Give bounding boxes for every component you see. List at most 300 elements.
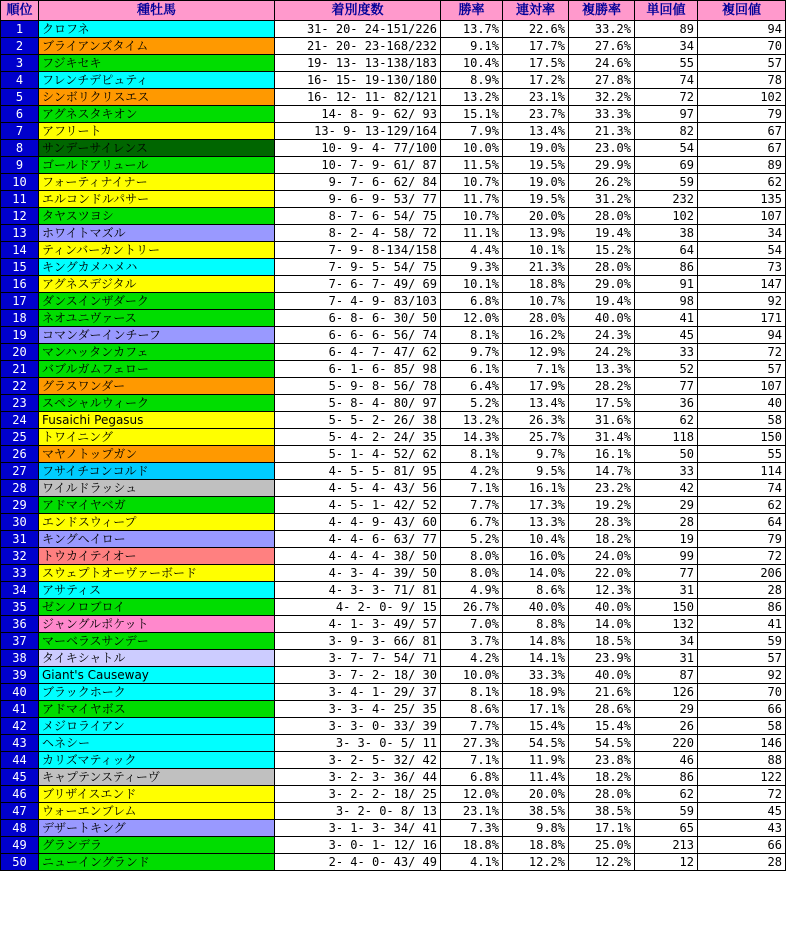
show-return-cell: 89 bbox=[698, 157, 786, 174]
win-return-cell: 45 bbox=[635, 327, 698, 344]
sire-name-cell: タヤスツヨシ bbox=[39, 208, 275, 225]
rank-cell: 43 bbox=[1, 735, 39, 752]
quinella-rate-cell: 16.0% bbox=[503, 548, 569, 565]
table-row bbox=[1, 361, 786, 378]
win-return-cell: 33 bbox=[635, 344, 698, 361]
win-rate-cell: 7.1% bbox=[441, 480, 503, 497]
win-return-cell: 69 bbox=[635, 157, 698, 174]
win-rate-cell: 6.1% bbox=[441, 361, 503, 378]
rank-cell: 30 bbox=[1, 514, 39, 531]
win-rate-cell: 6.4% bbox=[441, 378, 503, 395]
sire-name-cell: ブライアンズタイム bbox=[39, 38, 275, 55]
table-row bbox=[1, 174, 786, 191]
show-return-cell: 78 bbox=[698, 72, 786, 89]
table-row bbox=[1, 38, 786, 55]
win-rate-cell: 8.9% bbox=[441, 72, 503, 89]
record-cell: 5- 4- 2- 24/ 35 bbox=[275, 429, 441, 446]
quinella-rate-cell: 17.1% bbox=[503, 701, 569, 718]
show-rate-cell: 24.6% bbox=[569, 55, 635, 72]
quinella-rate-cell: 15.4% bbox=[503, 718, 569, 735]
sire-name-cell: タイキシャトル bbox=[39, 650, 275, 667]
sire-name-cell: トワイニング bbox=[39, 429, 275, 446]
record-cell: 3- 3- 0- 33/ 39 bbox=[275, 718, 441, 735]
record-cell: 4- 1- 3- 49/ 57 bbox=[275, 616, 441, 633]
quinella-rate-cell: 16.1% bbox=[503, 480, 569, 497]
show-rate-cell: 28.6% bbox=[569, 701, 635, 718]
win-rate-cell: 11.7% bbox=[441, 191, 503, 208]
win-return-cell: 89 bbox=[635, 21, 698, 38]
quinella-rate-cell: 28.0% bbox=[503, 310, 569, 327]
table-row bbox=[1, 242, 786, 259]
quinella-rate-cell: 13.3% bbox=[503, 514, 569, 531]
quinella-rate-cell: 11.4% bbox=[503, 769, 569, 786]
sire-name-cell: エンドスウィープ bbox=[39, 514, 275, 531]
sire-name-cell: メジロライアン bbox=[39, 718, 275, 735]
show-return-cell: 40 bbox=[698, 395, 786, 412]
table-row bbox=[1, 123, 786, 140]
show-rate-cell: 24.3% bbox=[569, 327, 635, 344]
win-return-cell: 29 bbox=[635, 701, 698, 718]
record-cell: 4- 4- 4- 38/ 50 bbox=[275, 548, 441, 565]
show-return-cell: 43 bbox=[698, 820, 786, 837]
sire-name-cell: ゴールドアリュール bbox=[39, 157, 275, 174]
win-rate-cell: 6.8% bbox=[441, 769, 503, 786]
show-return-cell: 74 bbox=[698, 480, 786, 497]
table-row bbox=[1, 276, 786, 293]
quinella-rate-cell: 18.8% bbox=[503, 276, 569, 293]
record-cell: 7- 6- 7- 49/ 69 bbox=[275, 276, 441, 293]
record-cell: 3- 3- 4- 25/ 35 bbox=[275, 701, 441, 718]
win-rate-cell: 7.3% bbox=[441, 820, 503, 837]
win-rate-cell: 5.2% bbox=[441, 531, 503, 548]
sire-name-cell: ニューイングランド bbox=[39, 854, 275, 871]
table-row bbox=[1, 225, 786, 242]
win-rate-cell: 8.0% bbox=[441, 565, 503, 582]
show-rate-cell: 22.0% bbox=[569, 565, 635, 582]
record-cell: 10- 7- 9- 61/ 87 bbox=[275, 157, 441, 174]
table-row bbox=[1, 701, 786, 718]
win-rate-cell: 11.1% bbox=[441, 225, 503, 242]
table-row bbox=[1, 616, 786, 633]
record-cell: 6- 8- 6- 30/ 50 bbox=[275, 310, 441, 327]
show-return-cell: 62 bbox=[698, 174, 786, 191]
record-cell: 3- 7- 7- 54/ 71 bbox=[275, 650, 441, 667]
show-return-cell: 73 bbox=[698, 259, 786, 276]
win-rate-cell: 4.1% bbox=[441, 854, 503, 871]
show-return-cell: 34 bbox=[698, 225, 786, 242]
table-row bbox=[1, 752, 786, 769]
sire-name-cell: クロフネ bbox=[39, 21, 275, 38]
show-rate-cell: 15.2% bbox=[569, 242, 635, 259]
show-return-cell: 102 bbox=[698, 89, 786, 106]
table-row bbox=[1, 378, 786, 395]
table-row bbox=[1, 769, 786, 786]
rank-cell: 37 bbox=[1, 633, 39, 650]
quinella-rate-cell: 14.8% bbox=[503, 633, 569, 650]
show-rate-cell: 23.2% bbox=[569, 480, 635, 497]
show-return-cell: 28 bbox=[698, 582, 786, 599]
win-return-cell: 38 bbox=[635, 225, 698, 242]
sire-name-cell: ウォーエンブレム bbox=[39, 803, 275, 820]
table-row bbox=[1, 21, 786, 38]
record-cell: 4- 5- 4- 43/ 56 bbox=[275, 480, 441, 497]
quinella-rate-cell: 17.3% bbox=[503, 497, 569, 514]
show-return-cell: 88 bbox=[698, 752, 786, 769]
rank-cell: 46 bbox=[1, 786, 39, 803]
table-row bbox=[1, 344, 786, 361]
record-cell: 8- 2- 4- 58/ 72 bbox=[275, 225, 441, 242]
rank-cell: 41 bbox=[1, 701, 39, 718]
sire-name-cell: フジキセキ bbox=[39, 55, 275, 72]
table-row bbox=[1, 89, 786, 106]
quinella-rate-cell: 23.7% bbox=[503, 106, 569, 123]
quinella-rate-cell: 8.6% bbox=[503, 582, 569, 599]
sire-name-cell: ティンバーカントリー bbox=[39, 242, 275, 259]
sire-name-cell: ブリザイスエンド bbox=[39, 786, 275, 803]
show-rate-cell: 31.6% bbox=[569, 412, 635, 429]
win-rate-cell: 6.8% bbox=[441, 293, 503, 310]
show-rate-cell: 19.2% bbox=[569, 497, 635, 514]
win-rate-cell: 7.0% bbox=[441, 616, 503, 633]
quinella-rate-cell: 40.0% bbox=[503, 599, 569, 616]
header-rank: 順位 bbox=[1, 1, 39, 21]
win-rate-cell: 15.1% bbox=[441, 106, 503, 123]
quinella-rate-cell: 17.7% bbox=[503, 38, 569, 55]
table-row bbox=[1, 565, 786, 582]
show-return-cell: 67 bbox=[698, 140, 786, 157]
quinella-rate-cell: 22.6% bbox=[503, 21, 569, 38]
quinella-rate-cell: 11.9% bbox=[503, 752, 569, 769]
table-row bbox=[1, 786, 786, 803]
win-rate-cell: 18.8% bbox=[441, 837, 503, 854]
table-row bbox=[1, 854, 786, 871]
rank-cell: 3 bbox=[1, 55, 39, 72]
show-rate-cell: 33.3% bbox=[569, 106, 635, 123]
record-cell: 4- 4- 9- 43/ 60 bbox=[275, 514, 441, 531]
table-row bbox=[1, 208, 786, 225]
rank-cell: 36 bbox=[1, 616, 39, 633]
quinella-rate-cell: 13.4% bbox=[503, 395, 569, 412]
show-return-cell: 79 bbox=[698, 106, 786, 123]
rank-cell: 21 bbox=[1, 361, 39, 378]
rank-cell: 28 bbox=[1, 480, 39, 497]
win-return-cell: 50 bbox=[635, 446, 698, 463]
win-rate-cell: 3.7% bbox=[441, 633, 503, 650]
sire-name-cell: ジャングルポケット bbox=[39, 616, 275, 633]
record-cell: 3- 9- 3- 66/ 81 bbox=[275, 633, 441, 650]
rank-cell: 42 bbox=[1, 718, 39, 735]
record-cell: 5- 1- 4- 52/ 62 bbox=[275, 446, 441, 463]
table-row bbox=[1, 327, 786, 344]
record-cell: 2- 4- 0- 43/ 49 bbox=[275, 854, 441, 871]
win-return-cell: 54 bbox=[635, 140, 698, 157]
rank-cell: 8 bbox=[1, 140, 39, 157]
show-rate-cell: 14.7% bbox=[569, 463, 635, 480]
record-cell: 16- 12- 11- 82/121 bbox=[275, 89, 441, 106]
table-row bbox=[1, 735, 786, 752]
show-return-cell: 41 bbox=[698, 616, 786, 633]
show-return-cell: 57 bbox=[698, 361, 786, 378]
win-rate-cell: 8.6% bbox=[441, 701, 503, 718]
win-return-cell: 33 bbox=[635, 463, 698, 480]
rank-cell: 49 bbox=[1, 837, 39, 854]
sire-name-cell: フレンチデピュティ bbox=[39, 72, 275, 89]
sire-name-cell: マヤノトップガン bbox=[39, 446, 275, 463]
win-rate-cell: 9.1% bbox=[441, 38, 503, 55]
table-row bbox=[1, 803, 786, 820]
win-return-cell: 36 bbox=[635, 395, 698, 412]
record-cell: 3- 7- 2- 18/ 30 bbox=[275, 667, 441, 684]
win-return-cell: 213 bbox=[635, 837, 698, 854]
record-cell: 31- 20- 24-151/226 bbox=[275, 21, 441, 38]
sire-name-cell: マンハッタンカフェ bbox=[39, 344, 275, 361]
rank-cell: 47 bbox=[1, 803, 39, 820]
win-return-cell: 12 bbox=[635, 854, 698, 871]
sire-name-cell: アドマイヤボス bbox=[39, 701, 275, 718]
sire-name-cell: サンデーサイレンス bbox=[39, 140, 275, 157]
rank-cell: 18 bbox=[1, 310, 39, 327]
quinella-rate-cell: 33.3% bbox=[503, 667, 569, 684]
win-return-cell: 91 bbox=[635, 276, 698, 293]
win-return-cell: 98 bbox=[635, 293, 698, 310]
show-rate-cell: 19.4% bbox=[569, 293, 635, 310]
sire-name-cell: アグネスタキオン bbox=[39, 106, 275, 123]
win-return-cell: 52 bbox=[635, 361, 698, 378]
show-rate-cell: 21.3% bbox=[569, 123, 635, 140]
quinella-rate-cell: 9.7% bbox=[503, 446, 569, 463]
show-rate-cell: 54.5% bbox=[569, 735, 635, 752]
rank-cell: 34 bbox=[1, 582, 39, 599]
show-rate-cell: 12.3% bbox=[569, 582, 635, 599]
record-cell: 3- 3- 0- 5/ 11 bbox=[275, 735, 441, 752]
sire-name-cell: Fusaichi Pegasus bbox=[39, 412, 275, 429]
record-cell: 4- 3- 3- 71/ 81 bbox=[275, 582, 441, 599]
record-cell: 3- 1- 3- 34/ 41 bbox=[275, 820, 441, 837]
show-return-cell: 92 bbox=[698, 667, 786, 684]
record-cell: 10- 9- 4- 77/100 bbox=[275, 140, 441, 157]
record-cell: 8- 7- 6- 54/ 75 bbox=[275, 208, 441, 225]
win-rate-cell: 13.7% bbox=[441, 21, 503, 38]
sire-name-cell: ゼンノロブロイ bbox=[39, 599, 275, 616]
win-rate-cell: 7.9% bbox=[441, 123, 503, 140]
header-win-return: 単回値 bbox=[635, 1, 698, 21]
win-return-cell: 34 bbox=[635, 633, 698, 650]
quinella-rate-cell: 23.1% bbox=[503, 89, 569, 106]
show-rate-cell: 14.0% bbox=[569, 616, 635, 633]
show-return-cell: 67 bbox=[698, 123, 786, 140]
show-return-cell: 66 bbox=[698, 837, 786, 854]
show-return-cell: 66 bbox=[698, 701, 786, 718]
sire-name-cell: グラスワンダー bbox=[39, 378, 275, 395]
show-return-cell: 45 bbox=[698, 803, 786, 820]
win-rate-cell: 7.1% bbox=[441, 752, 503, 769]
win-return-cell: 59 bbox=[635, 174, 698, 191]
show-rate-cell: 29.9% bbox=[569, 157, 635, 174]
header-row-group bbox=[1, 1, 786, 21]
show-rate-cell: 17.5% bbox=[569, 395, 635, 412]
win-return-cell: 65 bbox=[635, 820, 698, 837]
sire-name-cell: ホワイトマズル bbox=[39, 225, 275, 242]
show-rate-cell: 31.2% bbox=[569, 191, 635, 208]
quinella-rate-cell: 19.5% bbox=[503, 157, 569, 174]
rank-cell: 16 bbox=[1, 276, 39, 293]
show-return-cell: 94 bbox=[698, 327, 786, 344]
table-body bbox=[1, 21, 786, 871]
table-row bbox=[1, 463, 786, 480]
record-cell: 4- 5- 5- 81/ 95 bbox=[275, 463, 441, 480]
table-row bbox=[1, 140, 786, 157]
show-rate-cell: 18.2% bbox=[569, 531, 635, 548]
sire-name-cell: ネオユニヴァース bbox=[39, 310, 275, 327]
record-cell: 21- 20- 23-168/232 bbox=[275, 38, 441, 55]
show-return-cell: 64 bbox=[698, 514, 786, 531]
table-row bbox=[1, 684, 786, 701]
quinella-rate-cell: 7.1% bbox=[503, 361, 569, 378]
sire-name-cell: アサティス bbox=[39, 582, 275, 599]
table-row bbox=[1, 633, 786, 650]
record-cell: 6- 4- 7- 47/ 62 bbox=[275, 344, 441, 361]
table-row bbox=[1, 837, 786, 854]
win-return-cell: 62 bbox=[635, 786, 698, 803]
header-win-rate: 勝率 bbox=[441, 1, 503, 21]
show-rate-cell: 16.1% bbox=[569, 446, 635, 463]
sire-name-cell: アグネスデジタル bbox=[39, 276, 275, 293]
win-rate-cell: 10.7% bbox=[441, 208, 503, 225]
table-row bbox=[1, 548, 786, 565]
quinella-rate-cell: 19.5% bbox=[503, 191, 569, 208]
show-rate-cell: 21.6% bbox=[569, 684, 635, 701]
win-rate-cell: 8.0% bbox=[441, 548, 503, 565]
record-cell: 3- 0- 1- 12/ 16 bbox=[275, 837, 441, 854]
show-rate-cell: 13.3% bbox=[569, 361, 635, 378]
quinella-rate-cell: 20.0% bbox=[503, 786, 569, 803]
win-rate-cell: 4.9% bbox=[441, 582, 503, 599]
show-return-cell: 122 bbox=[698, 769, 786, 786]
win-return-cell: 86 bbox=[635, 259, 698, 276]
show-rate-cell: 28.0% bbox=[569, 259, 635, 276]
win-rate-cell: 13.2% bbox=[441, 412, 503, 429]
show-rate-cell: 40.0% bbox=[569, 310, 635, 327]
rank-cell: 29 bbox=[1, 497, 39, 514]
win-return-cell: 87 bbox=[635, 667, 698, 684]
table-row bbox=[1, 718, 786, 735]
win-rate-cell: 10.0% bbox=[441, 140, 503, 157]
table-row bbox=[1, 259, 786, 276]
quinella-rate-cell: 14.0% bbox=[503, 565, 569, 582]
table-row bbox=[1, 446, 786, 463]
rank-cell: 31 bbox=[1, 531, 39, 548]
win-rate-cell: 14.3% bbox=[441, 429, 503, 446]
quinella-rate-cell: 9.8% bbox=[503, 820, 569, 837]
quinella-rate-cell: 17.9% bbox=[503, 378, 569, 395]
win-return-cell: 77 bbox=[635, 565, 698, 582]
record-cell: 3- 2- 3- 36/ 44 bbox=[275, 769, 441, 786]
record-cell: 3- 2- 5- 32/ 42 bbox=[275, 752, 441, 769]
table-row bbox=[1, 531, 786, 548]
table-row bbox=[1, 514, 786, 531]
show-rate-cell: 18.2% bbox=[569, 769, 635, 786]
sire-name-cell: バブルガムフェロー bbox=[39, 361, 275, 378]
table-row bbox=[1, 412, 786, 429]
show-return-cell: 206 bbox=[698, 565, 786, 582]
win-return-cell: 64 bbox=[635, 242, 698, 259]
show-rate-cell: 27.6% bbox=[569, 38, 635, 55]
show-rate-cell: 28.2% bbox=[569, 378, 635, 395]
record-cell: 7- 4- 9- 83/103 bbox=[275, 293, 441, 310]
quinella-rate-cell: 13.4% bbox=[503, 123, 569, 140]
quinella-rate-cell: 9.5% bbox=[503, 463, 569, 480]
win-return-cell: 29 bbox=[635, 497, 698, 514]
quinella-rate-cell: 21.3% bbox=[503, 259, 569, 276]
win-return-cell: 19 bbox=[635, 531, 698, 548]
sire-name-cell: フサイチコンコルド bbox=[39, 463, 275, 480]
win-rate-cell: 13.2% bbox=[441, 89, 503, 106]
record-cell: 3- 2- 2- 18/ 25 bbox=[275, 786, 441, 803]
show-rate-cell: 32.2% bbox=[569, 89, 635, 106]
rank-cell: 10 bbox=[1, 174, 39, 191]
sire-name-cell: コマンダーインチーフ bbox=[39, 327, 275, 344]
header-show-return: 複回値 bbox=[698, 1, 786, 21]
sire-name-cell: スウェプトオーヴァーボード bbox=[39, 565, 275, 582]
show-return-cell: 171 bbox=[698, 310, 786, 327]
record-cell: 6- 1- 6- 85/ 98 bbox=[275, 361, 441, 378]
table-row bbox=[1, 293, 786, 310]
show-return-cell: 58 bbox=[698, 718, 786, 735]
win-rate-cell: 9.3% bbox=[441, 259, 503, 276]
quinella-rate-cell: 26.3% bbox=[503, 412, 569, 429]
show-rate-cell: 28.0% bbox=[569, 786, 635, 803]
record-cell: 9- 6- 9- 53/ 77 bbox=[275, 191, 441, 208]
show-rate-cell: 40.0% bbox=[569, 667, 635, 684]
show-return-cell: 58 bbox=[698, 412, 786, 429]
record-cell: 5- 9- 8- 56/ 78 bbox=[275, 378, 441, 395]
win-rate-cell: 10.1% bbox=[441, 276, 503, 293]
show-return-cell: 28 bbox=[698, 854, 786, 871]
sire-name-cell: トウカイテイオー bbox=[39, 548, 275, 565]
show-rate-cell: 40.0% bbox=[569, 599, 635, 616]
win-return-cell: 41 bbox=[635, 310, 698, 327]
sire-name-cell: ヘネシー bbox=[39, 735, 275, 752]
win-rate-cell: 10.4% bbox=[441, 55, 503, 72]
rank-cell: 15 bbox=[1, 259, 39, 276]
win-return-cell: 46 bbox=[635, 752, 698, 769]
win-return-cell: 74 bbox=[635, 72, 698, 89]
table-row bbox=[1, 310, 786, 327]
quinella-rate-cell: 38.5% bbox=[503, 803, 569, 820]
show-return-cell: 70 bbox=[698, 684, 786, 701]
quinella-rate-cell: 20.0% bbox=[503, 208, 569, 225]
table-row bbox=[1, 429, 786, 446]
show-return-cell: 72 bbox=[698, 548, 786, 565]
win-rate-cell: 27.3% bbox=[441, 735, 503, 752]
table-row bbox=[1, 667, 786, 684]
table-row bbox=[1, 650, 786, 667]
quinella-rate-cell: 25.7% bbox=[503, 429, 569, 446]
rank-cell: 13 bbox=[1, 225, 39, 242]
show-return-cell: 150 bbox=[698, 429, 786, 446]
table-row bbox=[1, 72, 786, 89]
win-return-cell: 42 bbox=[635, 480, 698, 497]
sire-name-cell: キングヘイロー bbox=[39, 531, 275, 548]
show-return-cell: 72 bbox=[698, 344, 786, 361]
quinella-rate-cell: 13.9% bbox=[503, 225, 569, 242]
rank-cell: 4 bbox=[1, 72, 39, 89]
win-rate-cell: 10.0% bbox=[441, 667, 503, 684]
sire-name-cell: スペシャルウィーク bbox=[39, 395, 275, 412]
show-return-cell: 86 bbox=[698, 599, 786, 616]
sire-name-cell: キャプテンスティーヴ bbox=[39, 769, 275, 786]
win-rate-cell: 12.0% bbox=[441, 786, 503, 803]
